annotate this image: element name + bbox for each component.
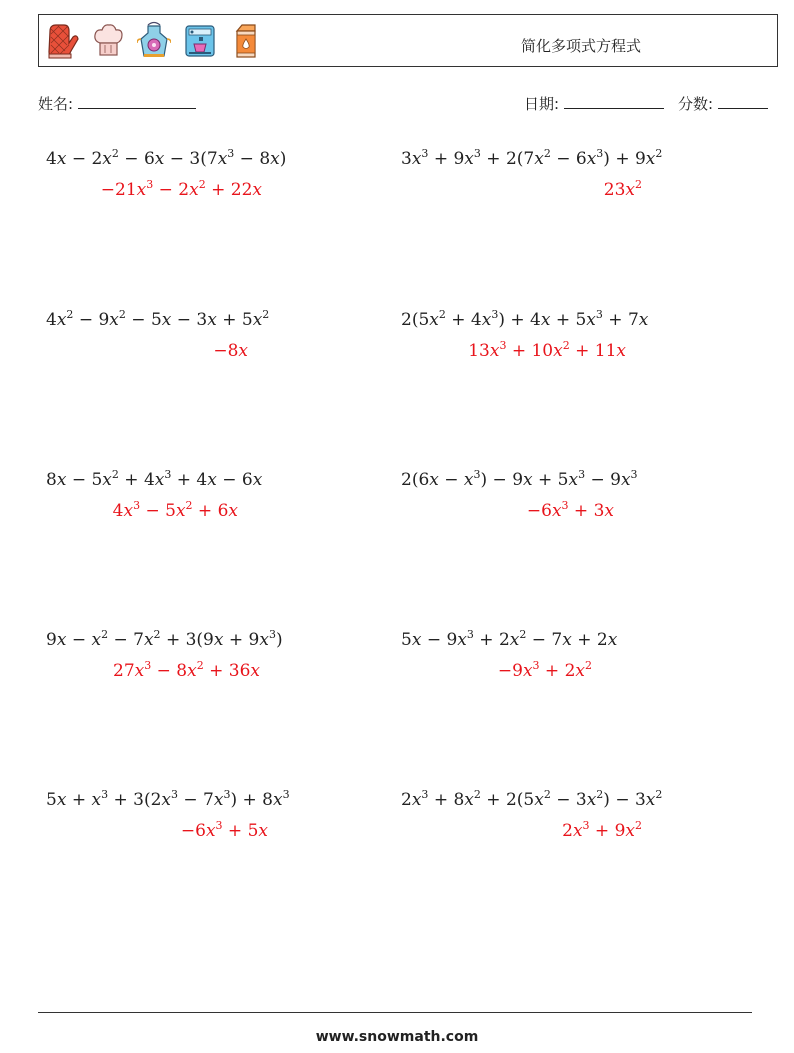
problem-answer: $-6x^3 + 5x$ [180, 819, 268, 841]
oven-mitt-icon [45, 21, 79, 61]
problem-answer: −8x [213, 341, 248, 361]
name-label: 姓名: [38, 95, 74, 113]
milk-carton-icon [229, 21, 263, 61]
name-field [38, 93, 196, 114]
problem-answer: $-21x^3 - 2x^2 + 22x$ [100, 178, 262, 200]
score-field [678, 93, 768, 114]
problem-answer: $13x^3 + 10x^2 + 11x$ [468, 339, 626, 361]
score-blank[interactable] [718, 94, 768, 109]
problem-answer: $27x^3 - 8x^2 + 36x$ [113, 659, 260, 681]
footer-divider [38, 1012, 752, 1013]
date-label: 日期: [524, 95, 560, 113]
apron-icon [137, 21, 171, 61]
problem-question: $9x - x^2 - 7x^2 + 3(9x + 9x^3)$ [46, 628, 283, 650]
problem-question: $2(6x - x^3) - 9x + 5x^3 - 9x^3$ [401, 468, 638, 490]
worksheet-header [38, 14, 778, 67]
problem-question: $2x^3 + 8x^2 + 2(5x^2 - 3x^2) - 3x^2$ [401, 788, 663, 810]
problem-question: $2(5x^2 + 4x^3) + 4x + 5x^3 + 7x$ [401, 308, 649, 330]
problem-answer: $23x^2$ [603, 178, 642, 200]
score-label: 分数: [678, 95, 714, 113]
footer-website: www.snowmath.com [315, 1029, 479, 1045]
chef-hat-icon [91, 21, 125, 61]
problem-answer: $4x^3 - 5x^2 + 6x$ [112, 499, 238, 521]
date-blank[interactable] [564, 94, 664, 109]
name-blank[interactable] [78, 94, 196, 109]
problem-answer: $-9x^3 + 2x^2$ [497, 659, 592, 681]
problem-answer: $-6x^3 + 3x$ [526, 499, 614, 521]
date-field [524, 93, 664, 114]
problem-question: $3x^3 + 9x^3 + 2(7x^2 - 6x^3) + 9x^2$ [401, 147, 663, 169]
coffee-machine-icon [183, 21, 217, 61]
problem-question: $8x - 5x^2 + 4x^3 + 4x - 6x$ [46, 468, 263, 490]
problem-question: $4x^2 - 9x^2 - 5x - 3x + 5x^2$ [46, 308, 270, 330]
header-icons [45, 21, 263, 61]
problem-answer: $2x^3 + 9x^2$ [562, 819, 642, 841]
problem-question: $4x - 2x^2 - 6x - 3(7x^3 - 8x)$ [46, 147, 287, 169]
problem-question: $5x + x^3 + 3(2x^3 - 7x^3) + 8x^3$ [46, 788, 290, 810]
problem-question: $5x - 9x^3 + 2x^2 - 7x + 2x$ [401, 628, 618, 650]
worksheet-title: 简化多项式方程式 [521, 37, 642, 55]
